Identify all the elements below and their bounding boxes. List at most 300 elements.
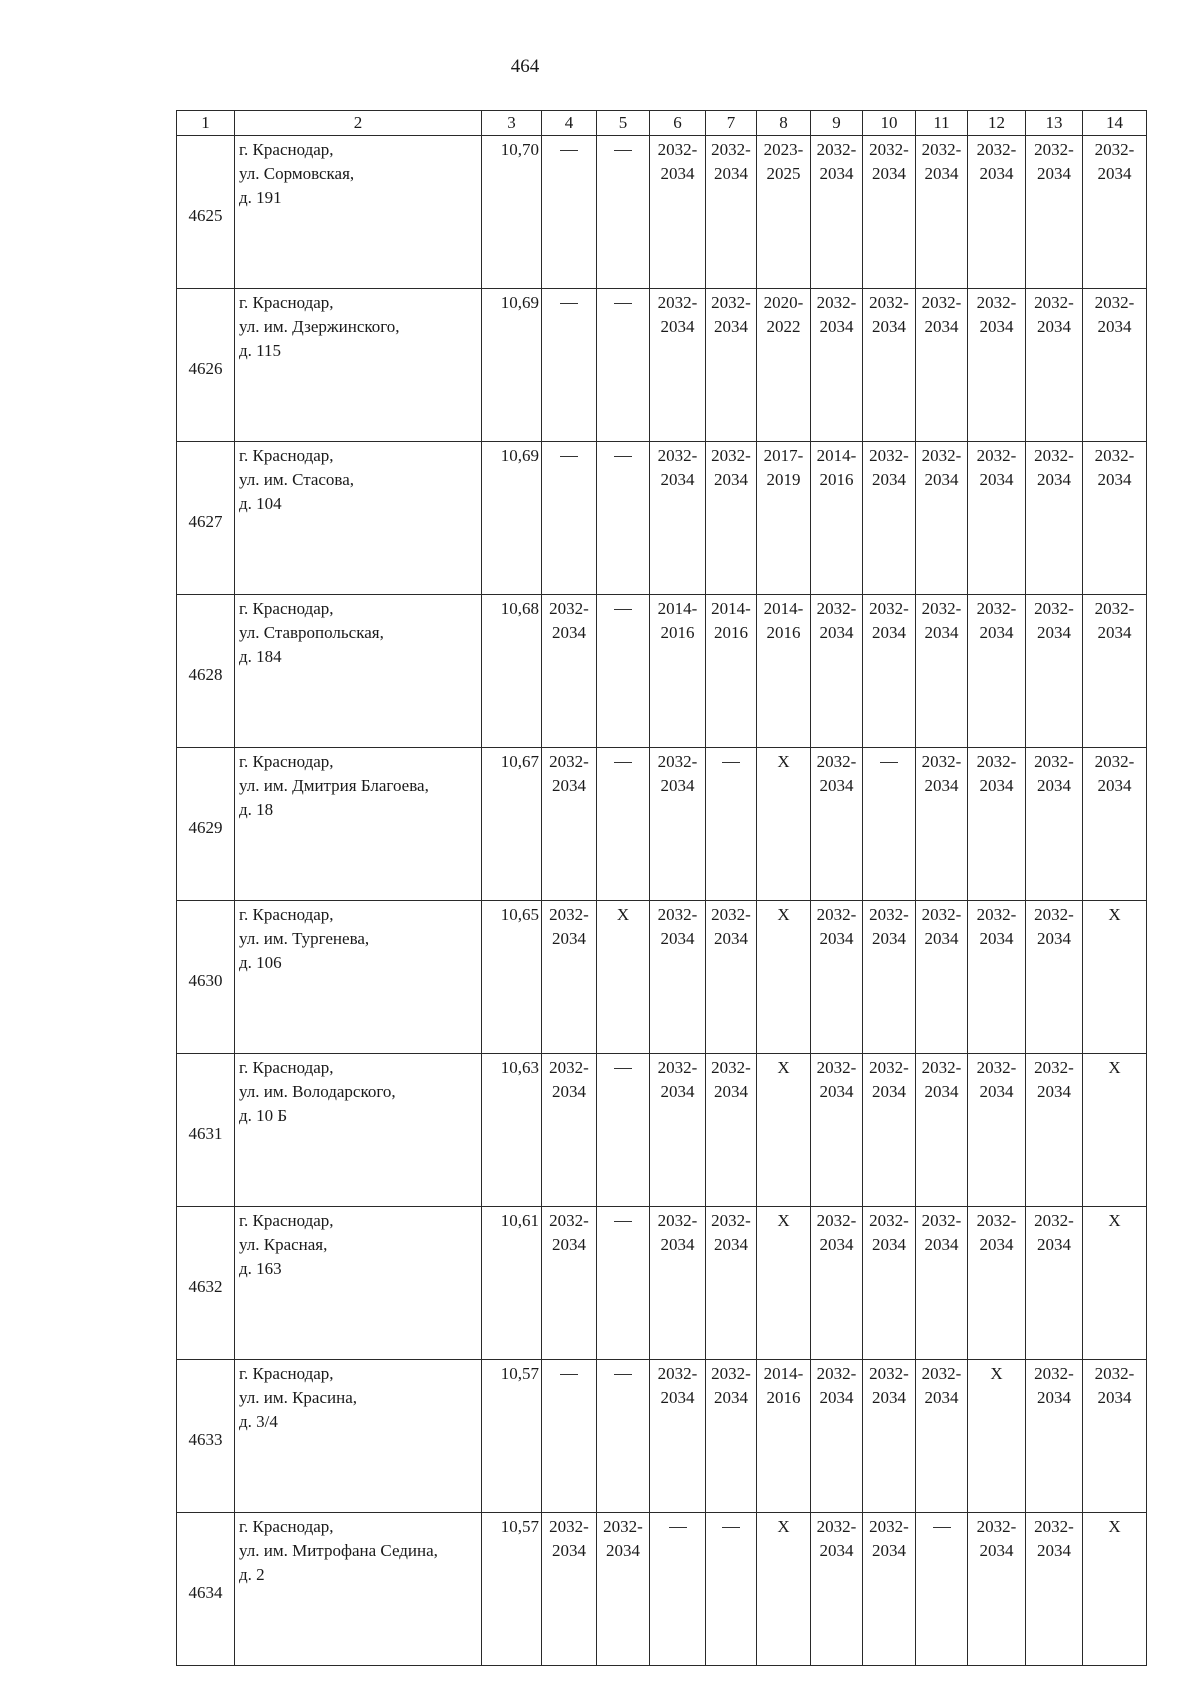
period-text: 2032- 2034 — [711, 446, 751, 489]
row-number: 4633 — [177, 1360, 235, 1513]
period-text: 2032- 2034 — [1094, 1364, 1135, 1407]
period-text: 2032- 2034 — [1034, 140, 1074, 183]
period-cell-col-10 — [863, 1054, 916, 1207]
period-text: 2032- 2034 — [816, 1211, 857, 1254]
period-text: 2032- 2034 — [657, 293, 698, 336]
address-line: г. Краснодар, — [239, 752, 334, 771]
address-line: ул. им. Дмитрия Благоева, — [239, 776, 429, 795]
period-text: 2032- 2034 — [1094, 599, 1135, 642]
value-cell: 10,68 — [482, 595, 542, 748]
period-cell-col-11 — [916, 595, 968, 748]
table-row — [177, 748, 1147, 901]
period-text: 2032- 2034 — [549, 1058, 589, 1101]
period-text: 2032- 2034 — [711, 1211, 751, 1254]
period-cell-col-13 — [1026, 442, 1083, 595]
period-cell-col-9 — [811, 1054, 863, 1207]
dash-mark — [722, 762, 740, 763]
value-cell: 10,57 — [482, 1513, 542, 1666]
period-text: 2032- 2034 — [711, 1058, 751, 1101]
period-text: 2032- 2034 — [816, 1364, 857, 1407]
period-cell-col-7 — [706, 289, 757, 442]
x-mark: X — [1108, 1211, 1121, 1230]
period-text: 2014- 2016 — [711, 599, 751, 642]
period-text: 2032- 2034 — [1034, 1364, 1074, 1407]
row-number: 4626 — [177, 289, 235, 442]
period-cell-col-7 — [706, 442, 757, 595]
period-cell-col-4 — [542, 748, 597, 901]
x-mark: X — [777, 752, 790, 771]
address-line: г. Краснодар, — [239, 1364, 334, 1383]
period-cell-col-6 — [650, 1360, 706, 1513]
x-mark: X — [777, 1211, 790, 1230]
period-cell-col-5 — [597, 595, 650, 748]
period-cell-col-14 — [1083, 748, 1147, 901]
period-cell-col-6 — [650, 289, 706, 442]
row-number: 4632 — [177, 1207, 235, 1360]
address-line: ул. Ставропольская, — [239, 623, 384, 642]
period-text: 2032- 2034 — [869, 140, 909, 183]
period-cell-col-10 — [863, 136, 916, 289]
period-cell-col-4 — [542, 595, 597, 748]
address-line: г. Краснодар, — [239, 293, 334, 312]
dash-mark — [614, 1221, 632, 1222]
period-cell-col-6 — [650, 442, 706, 595]
period-text: 2032- 2034 — [921, 752, 962, 795]
period-cell-col-8 — [757, 442, 811, 595]
address-line: д. 104 — [239, 494, 282, 513]
period-text: 2032- 2034 — [921, 1211, 962, 1254]
period-text: 2014- 2016 — [763, 1364, 804, 1407]
period-cell-col-14 — [1083, 289, 1147, 442]
period-text: 2032- 2034 — [711, 1364, 751, 1407]
period-text: 2032- 2034 — [921, 905, 962, 948]
period-text: 2032- 2034 — [921, 140, 962, 183]
address-line: д. 10 Б — [239, 1106, 288, 1125]
period-cell-col-7 — [706, 901, 757, 1054]
period-cell-col-12 — [968, 1360, 1026, 1513]
period-cell-col-10 — [863, 442, 916, 595]
address-line: ул. им. Володарского, — [239, 1082, 396, 1101]
period-text: 2032- 2034 — [976, 446, 1017, 489]
period-cell-col-14 — [1083, 1207, 1147, 1360]
address-line: д. 115 — [239, 341, 282, 360]
period-cell-col-9 — [811, 1207, 863, 1360]
period-text: 2032- 2034 — [1034, 293, 1074, 336]
period-text: 2032- 2034 — [657, 1058, 698, 1101]
dash-mark — [614, 609, 632, 610]
value-cell: 10,57 — [482, 1360, 542, 1513]
column-header-7: 7 — [706, 111, 757, 136]
period-text: 2032- 2034 — [816, 1058, 857, 1101]
row-number: 4630 — [177, 901, 235, 1054]
period-cell-col-4 — [542, 136, 597, 289]
period-cell-col-7 — [706, 136, 757, 289]
period-text: 2032- 2034 — [921, 599, 962, 642]
dash-mark — [614, 1068, 632, 1069]
period-text: 2032- 2034 — [976, 599, 1017, 642]
period-cell-col-11 — [916, 1513, 968, 1666]
period-text: 2032- 2034 — [1094, 293, 1135, 336]
period-text: 2017- 2019 — [763, 446, 804, 489]
period-cell-col-9 — [811, 442, 863, 595]
column-header-10: 10 — [863, 111, 916, 136]
dash-mark — [614, 1374, 632, 1375]
period-text: 2032- 2034 — [657, 140, 698, 183]
period-cell-col-13 — [1026, 1513, 1083, 1666]
address-cell — [235, 595, 482, 748]
period-text: 2014- 2016 — [657, 599, 698, 642]
address-cell — [235, 748, 482, 901]
table-row — [177, 901, 1147, 1054]
period-text: 2032- 2034 — [1094, 140, 1135, 183]
period-text: 2032- 2034 — [657, 905, 698, 948]
address-line: д. 2 — [239, 1565, 265, 1584]
period-text: 2032- 2034 — [816, 140, 857, 183]
period-cell-col-10 — [863, 1360, 916, 1513]
period-cell-col-10 — [863, 1513, 916, 1666]
period-cell-col-6 — [650, 1054, 706, 1207]
data-table — [176, 110, 1147, 1666]
period-cell-col-8 — [757, 1513, 811, 1666]
table-row — [177, 442, 1147, 595]
period-cell-col-10 — [863, 1207, 916, 1360]
period-cell-col-7 — [706, 1054, 757, 1207]
dash-mark — [560, 456, 578, 457]
period-cell-col-9 — [811, 136, 863, 289]
period-cell-col-4 — [542, 289, 597, 442]
period-cell-col-8 — [757, 1360, 811, 1513]
period-cell-col-9 — [811, 901, 863, 1054]
period-text: 2032- 2034 — [657, 1364, 698, 1407]
period-text: 2032- 2034 — [976, 1517, 1017, 1560]
dash-mark — [614, 456, 632, 457]
period-cell-col-12 — [968, 748, 1026, 901]
period-cell-col-13 — [1026, 136, 1083, 289]
period-cell-col-11 — [916, 1360, 968, 1513]
period-cell-col-9 — [811, 1513, 863, 1666]
period-text: 2032- 2034 — [976, 905, 1017, 948]
period-cell-col-6 — [650, 1513, 706, 1666]
value-cell: 10,69 — [482, 442, 542, 595]
period-text: 2032- 2034 — [976, 1211, 1017, 1254]
period-text: 2032- 2034 — [549, 905, 589, 948]
address-line: ул. им. Красина, — [239, 1388, 358, 1407]
period-cell-col-11 — [916, 289, 968, 442]
period-cell-col-13 — [1026, 901, 1083, 1054]
period-text: 2032- 2034 — [657, 1211, 698, 1254]
address-line: д. 184 — [239, 647, 282, 666]
address-line: г. Краснодар, — [239, 905, 334, 924]
period-cell-col-5 — [597, 1054, 650, 1207]
period-cell-col-5 — [597, 748, 650, 901]
table-row — [177, 595, 1147, 748]
dash-mark — [880, 762, 898, 763]
period-cell-col-8 — [757, 595, 811, 748]
address-cell — [235, 442, 482, 595]
period-cell-col-13 — [1026, 595, 1083, 748]
period-cell-col-5 — [597, 1513, 650, 1666]
row-number: 4625 — [177, 136, 235, 289]
period-cell-col-13 — [1026, 748, 1083, 901]
period-cell-col-4 — [542, 1360, 597, 1513]
period-text: 2032- 2034 — [603, 1517, 643, 1560]
period-cell-col-7 — [706, 1207, 757, 1360]
period-cell-col-14 — [1083, 136, 1147, 289]
period-text: 2032- 2034 — [711, 293, 751, 336]
period-cell-col-6 — [650, 1207, 706, 1360]
table-row — [177, 136, 1147, 289]
period-cell-col-9 — [811, 748, 863, 901]
address-cell — [235, 136, 482, 289]
period-cell-col-10 — [863, 595, 916, 748]
column-header-8: 8 — [757, 111, 811, 136]
column-header-9: 9 — [811, 111, 863, 136]
period-cell-col-6 — [650, 136, 706, 289]
period-text: 2032- 2034 — [921, 1058, 962, 1101]
address-line: д. 163 — [239, 1259, 282, 1278]
dash-mark — [614, 150, 632, 151]
period-cell-col-9 — [811, 1360, 863, 1513]
period-cell-col-10 — [863, 289, 916, 442]
period-text: 2014- 2016 — [763, 599, 804, 642]
address-line: г. Краснодар, — [239, 599, 334, 618]
period-cell-col-13 — [1026, 1054, 1083, 1207]
address-line: ул. им. Дзержинского, — [239, 317, 400, 336]
period-text: 2032- 2034 — [869, 905, 909, 948]
period-text: 2032- 2034 — [869, 1517, 909, 1560]
address-line: ул. им. Тургенева, — [239, 929, 370, 948]
period-cell-col-5 — [597, 136, 650, 289]
address-line: г. Краснодар, — [239, 1058, 334, 1077]
address-line: г. Краснодар, — [239, 1211, 334, 1230]
period-cell-col-12 — [968, 1207, 1026, 1360]
period-cell-col-5 — [597, 1360, 650, 1513]
period-cell-col-14 — [1083, 901, 1147, 1054]
table-body — [177, 136, 1147, 1666]
x-mark: X — [616, 905, 630, 924]
period-text: 2032- 2034 — [711, 905, 751, 948]
period-text: 2032- 2034 — [816, 752, 857, 795]
address-cell — [235, 1054, 482, 1207]
row-number: 4634 — [177, 1513, 235, 1666]
period-cell-col-12 — [968, 136, 1026, 289]
period-cell-col-14 — [1083, 1360, 1147, 1513]
page-number: 464 — [510, 56, 540, 77]
address-line: д. 106 — [239, 953, 282, 972]
address-line: ул. им. Стасова, — [239, 470, 355, 489]
x-mark: X — [990, 1364, 1003, 1383]
table-row — [177, 1360, 1147, 1513]
period-cell-col-14 — [1083, 1054, 1147, 1207]
value-cell: 10,61 — [482, 1207, 542, 1360]
period-cell-col-14 — [1083, 1513, 1147, 1666]
period-cell-col-7 — [706, 1360, 757, 1513]
period-cell-col-4 — [542, 442, 597, 595]
period-text: 2032- 2034 — [1034, 905, 1074, 948]
value-cell: 10,69 — [482, 289, 542, 442]
column-header-6: 6 — [650, 111, 706, 136]
table-row — [177, 1513, 1147, 1666]
period-text: 2032- 2034 — [921, 293, 962, 336]
table-row — [177, 1207, 1147, 1360]
column-header-1: 1 — [177, 111, 235, 136]
period-text: 2032- 2034 — [921, 446, 962, 489]
period-cell-col-10 — [863, 901, 916, 1054]
period-text: 2032- 2034 — [976, 752, 1017, 795]
x-mark: X — [777, 905, 790, 924]
address-line: д. 18 — [239, 800, 274, 819]
value-cell: 10,67 — [482, 748, 542, 901]
dash-mark — [722, 1527, 740, 1528]
column-header-12: 12 — [968, 111, 1026, 136]
column-header-5: 5 — [597, 111, 650, 136]
row-number: 4628 — [177, 595, 235, 748]
period-cell-col-7 — [706, 595, 757, 748]
period-cell-col-4 — [542, 1513, 597, 1666]
address-line: г. Краснодар, — [239, 446, 334, 465]
value-cell: 10,63 — [482, 1054, 542, 1207]
value-cell: 10,65 — [482, 901, 542, 1054]
column-header-4: 4 — [542, 111, 597, 136]
period-cell-col-12 — [968, 901, 1026, 1054]
x-mark: X — [777, 1517, 790, 1536]
x-mark: X — [1108, 905, 1121, 924]
table-row — [177, 289, 1147, 442]
period-text: 2032- 2034 — [869, 1058, 909, 1101]
period-text: 2032- 2034 — [816, 905, 857, 948]
period-cell-col-6 — [650, 901, 706, 1054]
period-cell-col-8 — [757, 289, 811, 442]
period-text: 2032- 2034 — [1034, 1517, 1074, 1560]
period-text: 2032- 2034 — [816, 293, 857, 336]
period-text: 2032- 2034 — [1094, 446, 1135, 489]
period-cell-col-9 — [811, 289, 863, 442]
period-text: 2032- 2034 — [869, 1364, 909, 1407]
period-cell-col-8 — [757, 136, 811, 289]
period-cell-col-14 — [1083, 442, 1147, 595]
period-cell-col-7 — [706, 1513, 757, 1666]
period-text: 2032- 2034 — [816, 599, 857, 642]
table-row — [177, 1054, 1147, 1207]
period-cell-col-11 — [916, 136, 968, 289]
row-number: 4631 — [177, 1054, 235, 1207]
period-cell-col-11 — [916, 1054, 968, 1207]
dash-mark — [560, 1374, 578, 1375]
address-line: ул. Красная, — [239, 1235, 328, 1254]
period-cell-col-13 — [1026, 1207, 1083, 1360]
period-text: 2032- 2034 — [869, 1211, 909, 1254]
period-text: 2032- 2034 — [549, 752, 589, 795]
address-line: ул. им. Митрофана Седина, — [239, 1541, 438, 1560]
period-cell-col-10 — [863, 748, 916, 901]
row-number: 4629 — [177, 748, 235, 901]
period-cell-col-12 — [968, 595, 1026, 748]
column-header-13: 13 — [1026, 111, 1083, 136]
address-cell — [235, 1360, 482, 1513]
address-cell — [235, 1207, 482, 1360]
x-mark: X — [1108, 1517, 1121, 1536]
period-cell-col-8 — [757, 1054, 811, 1207]
value-cell: 10,70 — [482, 136, 542, 289]
period-text: 2014- 2016 — [816, 446, 857, 489]
address-cell — [235, 901, 482, 1054]
period-text: 2023- 2025 — [763, 140, 804, 183]
row-number: 4627 — [177, 442, 235, 595]
period-cell-col-4 — [542, 1054, 597, 1207]
period-text: 2032- 2034 — [976, 293, 1017, 336]
column-header-14: 14 — [1083, 111, 1147, 136]
period-cell-col-11 — [916, 442, 968, 595]
data-table-wrapper — [176, 110, 1146, 1666]
period-cell-col-8 — [757, 748, 811, 901]
period-text: 2032- 2034 — [549, 599, 589, 642]
period-cell-col-4 — [542, 901, 597, 1054]
period-text: 2032- 2034 — [711, 140, 751, 183]
period-cell-col-5 — [597, 289, 650, 442]
period-text: 2032- 2034 — [1034, 446, 1074, 489]
address-line: г. Краснодар, — [239, 1517, 334, 1536]
address-line: д. 191 — [239, 188, 282, 207]
dash-mark — [933, 1527, 951, 1528]
period-cell-col-5 — [597, 1207, 650, 1360]
dash-mark — [614, 762, 632, 763]
dash-mark — [560, 303, 578, 304]
period-text: 2032- 2034 — [869, 446, 909, 489]
period-text: 2032- 2034 — [657, 446, 698, 489]
address-line: г. Краснодар, — [239, 140, 334, 159]
address-line: д. 3/4 — [239, 1412, 278, 1431]
period-cell-col-14 — [1083, 595, 1147, 748]
address-line: ул. Сормовская, — [239, 164, 355, 183]
x-mark: X — [777, 1058, 790, 1077]
period-cell-col-12 — [968, 1054, 1026, 1207]
period-text: 2032- 2034 — [869, 293, 909, 336]
period-text: 2032- 2034 — [1034, 1211, 1074, 1254]
column-header-2: 2 — [235, 111, 482, 136]
period-text: 2032- 2034 — [1034, 752, 1074, 795]
dash-mark — [669, 1527, 687, 1528]
dash-mark — [614, 303, 632, 304]
x-mark: X — [1108, 1058, 1121, 1077]
period-text: 2032- 2034 — [549, 1517, 589, 1560]
period-cell-col-6 — [650, 748, 706, 901]
period-cell-col-5 — [597, 442, 650, 595]
period-text: 2032- 2034 — [1034, 599, 1074, 642]
period-cell-col-12 — [968, 1513, 1026, 1666]
period-text: 2032- 2034 — [816, 1517, 857, 1560]
period-cell-col-6 — [650, 595, 706, 748]
period-cell-col-11 — [916, 901, 968, 1054]
period-text: 2032- 2034 — [1094, 752, 1135, 795]
period-cell-col-13 — [1026, 289, 1083, 442]
period-cell-col-7 — [706, 748, 757, 901]
period-cell-col-9 — [811, 595, 863, 748]
column-header-11: 11 — [916, 111, 968, 136]
address-cell — [235, 1513, 482, 1666]
period-cell-col-11 — [916, 748, 968, 901]
period-text: 2032- 2034 — [657, 752, 698, 795]
period-text: 2032- 2034 — [976, 1058, 1017, 1101]
dash-mark — [560, 150, 578, 151]
period-text: 2032- 2034 — [869, 599, 909, 642]
period-cell-col-4 — [542, 1207, 597, 1360]
column-header-3: 3 — [482, 111, 542, 136]
period-cell-col-12 — [968, 442, 1026, 595]
period-cell-col-12 — [968, 289, 1026, 442]
period-cell-col-8 — [757, 901, 811, 1054]
period-text: 2032- 2034 — [921, 1364, 962, 1407]
address-cell — [235, 289, 482, 442]
